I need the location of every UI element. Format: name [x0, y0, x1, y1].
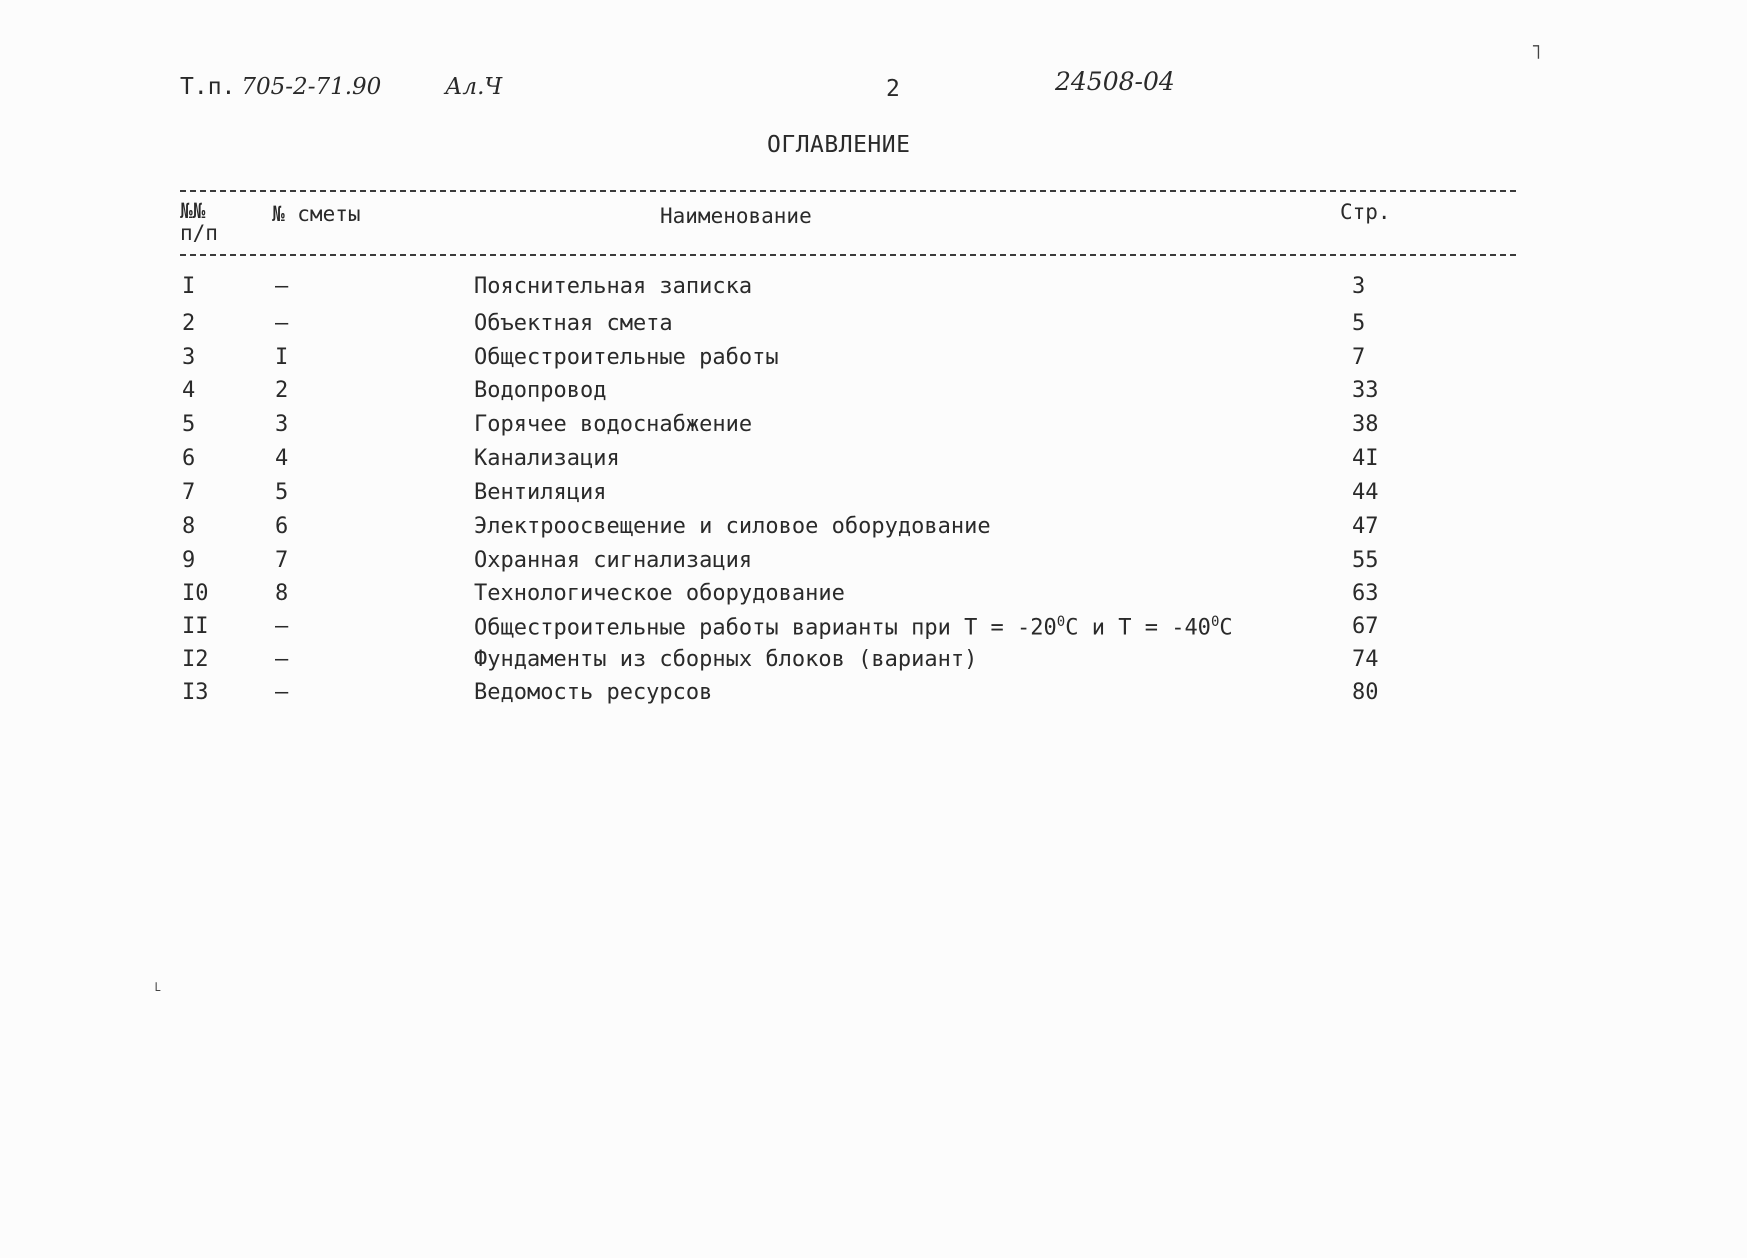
table-row: [0, 446, 1747, 476]
table-row: [0, 480, 1747, 510]
album-number: Ал.Ч: [445, 74, 503, 100]
row-page: 38: [1352, 412, 1379, 437]
row-number: 5: [182, 412, 196, 437]
column-header-estimate: № сметы: [272, 202, 361, 226]
row-estimate: 4: [275, 446, 289, 471]
table-row: [0, 514, 1747, 544]
row-estimate: –: [275, 647, 289, 672]
table-row: [0, 581, 1747, 611]
row-estimate: 8: [275, 581, 289, 606]
row-number: 6: [182, 446, 196, 471]
page-number: 2: [886, 76, 900, 102]
row-name: Электроосвещение и силовое оборудование: [474, 514, 991, 539]
row-estimate: –: [275, 311, 289, 336]
row-page: 74: [1352, 647, 1379, 672]
row-estimate: I: [275, 345, 289, 370]
row-number: I3: [182, 680, 209, 705]
table-row: [0, 647, 1747, 677]
row-estimate: 6: [275, 514, 289, 539]
row-number: I0: [182, 581, 209, 606]
archive-number: 24508-04: [1055, 67, 1175, 96]
table-row: [0, 412, 1747, 442]
row-page: 44: [1352, 480, 1379, 505]
corner-mark-top-right: ˥: [1530, 40, 1543, 64]
row-name: Пояснительная записка: [474, 274, 753, 299]
row-number: 2: [182, 311, 196, 336]
column-header-page: Стр.: [1340, 200, 1391, 224]
row-number: 4: [182, 378, 196, 403]
degree-superscript: 0: [1210, 614, 1220, 630]
row-estimate: 5: [275, 480, 289, 505]
row-estimate: 7: [275, 548, 289, 573]
row-number: 9: [182, 548, 196, 573]
row-name: Фундаменты из сборных блоков (вариант): [474, 647, 978, 672]
table-row: [0, 614, 1747, 644]
row-name-part: Общестроительные работы варианты при Т = -20: [474, 615, 1057, 641]
column-header-number-line2: п/п: [180, 221, 218, 245]
table-top-rule: [180, 190, 1516, 192]
table-row: [0, 378, 1747, 408]
row-name: Горячее водоснабжение: [474, 412, 753, 437]
row-name: Канализация: [474, 446, 620, 471]
row-page: 4I: [1352, 446, 1379, 471]
table-row: [0, 311, 1747, 341]
row-name: Ведомость ресурсов: [474, 680, 713, 705]
row-page: 80: [1352, 680, 1379, 705]
row-name: Охранная сигнализация: [474, 548, 753, 573]
row-estimate: –: [275, 680, 289, 705]
row-estimate: –: [275, 614, 289, 639]
table-row: [0, 345, 1747, 375]
row-number: 3: [182, 345, 196, 370]
row-estimate: 2: [275, 378, 289, 403]
row-page: 67: [1352, 614, 1379, 639]
column-header-number: [180, 200, 218, 244]
row-name-part: С: [1219, 615, 1233, 641]
row-page: 33: [1352, 378, 1379, 403]
row-name: Вентиляция: [474, 480, 607, 505]
row-page: 5: [1352, 311, 1366, 336]
row-estimate: 3: [275, 412, 289, 437]
document-reference: [180, 74, 381, 100]
row-name: Технологическое оборудование: [474, 581, 845, 606]
row-page: 3: [1352, 274, 1366, 299]
table-row: [0, 274, 1747, 304]
row-name: Водопровод: [474, 378, 607, 403]
corner-mark-bottom-left: ˪: [152, 972, 165, 996]
page-title: ОГЛАВЛЕНИЕ: [767, 132, 911, 158]
row-number: I2: [182, 647, 209, 672]
table-row: [0, 680, 1747, 710]
doc-number: 705-2-71.90: [241, 74, 382, 100]
row-number: 8: [182, 514, 196, 539]
row-estimate: –: [275, 274, 289, 299]
row-page: 7: [1352, 345, 1366, 370]
table-row: [0, 548, 1747, 578]
doc-prefix: Т.п.: [180, 74, 236, 100]
row-page: 63: [1352, 581, 1379, 606]
column-header-number-line1: №№: [180, 199, 206, 223]
column-header-name: Наименование: [660, 204, 812, 228]
row-page: 55: [1352, 548, 1379, 573]
row-number: 7: [182, 480, 196, 505]
row-number: II: [182, 614, 209, 639]
row-name: [474, 614, 1233, 640]
row-name-part: С и Т = -40: [1065, 615, 1211, 641]
row-page: 47: [1352, 514, 1379, 539]
row-name: Объектная смета: [474, 311, 673, 336]
degree-superscript: 0: [1056, 614, 1066, 630]
table-header-rule: [180, 254, 1516, 256]
row-name: Общестроительные работы: [474, 345, 779, 370]
row-number: I: [182, 274, 196, 299]
